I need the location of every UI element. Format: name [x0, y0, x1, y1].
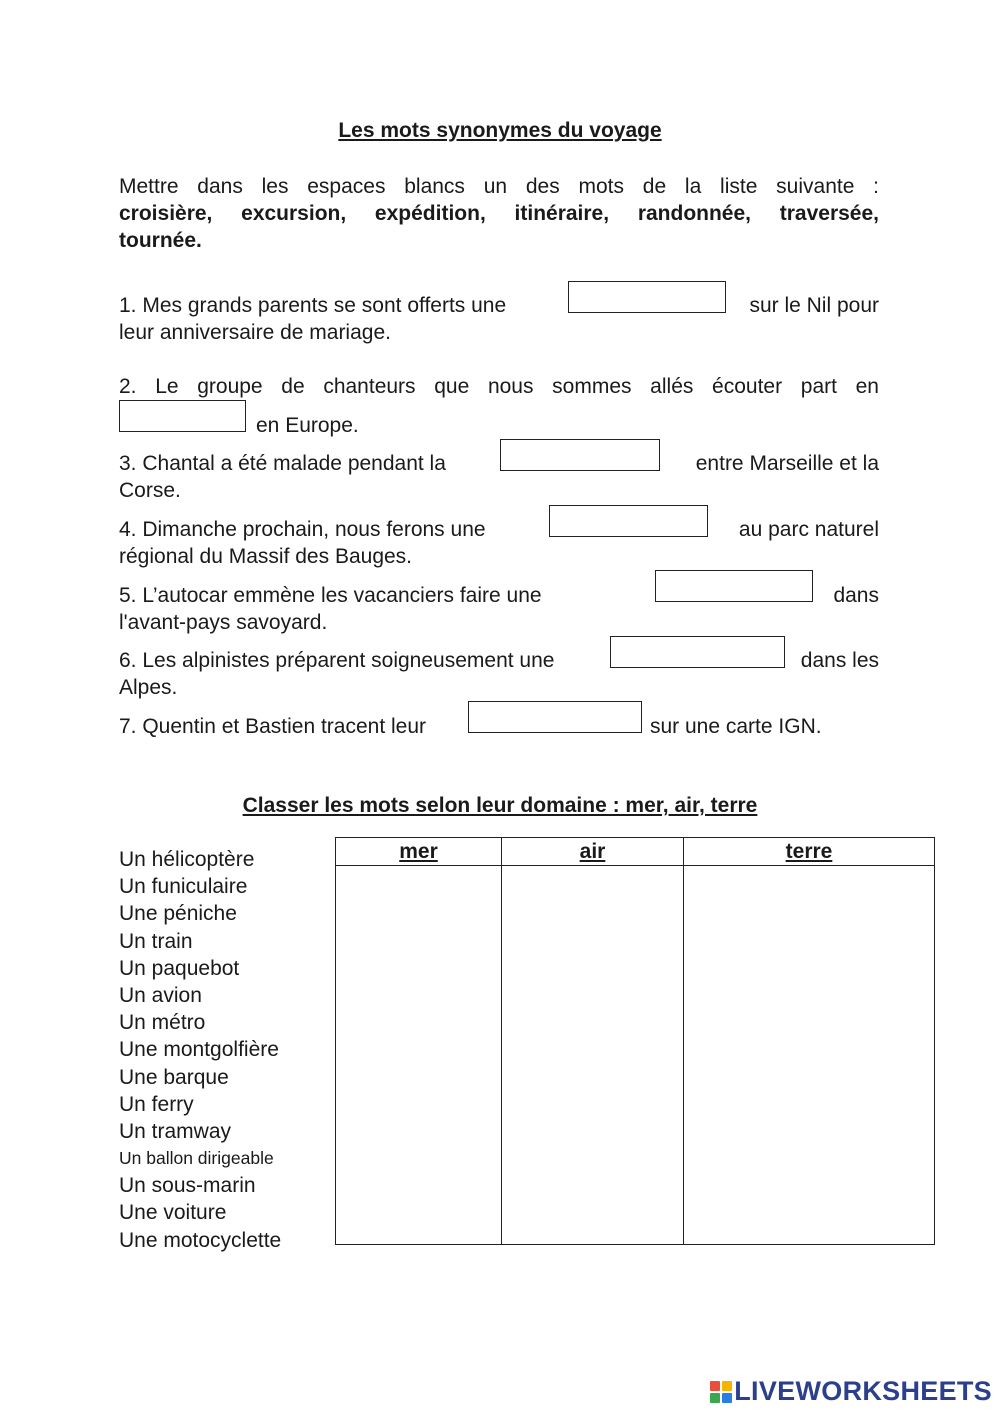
word-list-line: tournée.: [119, 229, 202, 252]
answer-box-3[interactable]: [500, 439, 660, 471]
column-header-terre: terre: [684, 838, 935, 866]
sentence-4-part-a: 4. Dimanche prochain, nous ferons une: [119, 518, 486, 541]
vehicle-word[interactable]: Un funiculaire: [119, 875, 248, 899]
drop-zone-air[interactable]: [502, 866, 684, 1245]
logo-mark-square: [722, 1393, 732, 1403]
sentence-6-part-b: dans les: [800, 649, 879, 672]
column-header-air: air: [502, 838, 684, 866]
vehicle-word[interactable]: Une péniche: [119, 902, 237, 926]
vehicle-word[interactable]: Une barque: [119, 1065, 229, 1089]
vehicle-word[interactable]: Une montgolfière: [119, 1038, 279, 1062]
sentence-5-part-b: dans: [833, 584, 879, 607]
sentence-5-part-a: 5. L’autocar emmène les vacanciers faire une: [119, 584, 542, 607]
sentence-3-part-c: Corse.: [119, 479, 181, 502]
instructions-word-list: [119, 200, 879, 254]
logo-mark-square: [710, 1381, 720, 1391]
vehicle-word[interactable]: Un ferry: [119, 1092, 194, 1116]
answer-box-4[interactable]: [549, 505, 708, 537]
sentence-1-part-a: 1. Mes grands parents se sont offerts une: [119, 294, 507, 317]
sentence-5-part-c: l'avant-pays savoyard.: [119, 611, 328, 634]
sentence-3-part-a: 3. Chantal a été malade pendant la: [119, 452, 446, 475]
column-header-mer: mer: [336, 838, 502, 866]
sentence-1-part-b: sur le Nil pour: [749, 294, 879, 317]
answer-box-7[interactable]: [468, 701, 642, 733]
sentence-2-part-a: 2. Le groupe de chanteurs que nous sommes allés écouter part en: [119, 375, 879, 398]
page-title: Les mots synonymes du voyage: [338, 119, 662, 142]
word-list-line: croisière, excursion, expédition, itinéraire, randonnée, traversée,: [119, 202, 879, 225]
sentence-4-part-b: au parc naturel: [738, 518, 879, 541]
classification-title: Classer les mots selon leur domaine : mer, air, terre: [242, 794, 758, 817]
instructions-intro: Mettre dans les espaces blancs un des mots de la liste suivante :: [119, 175, 879, 198]
logo-mark-square: [722, 1381, 732, 1391]
vehicle-word-list: [119, 846, 281, 1254]
answer-box-5[interactable]: [655, 570, 813, 602]
answer-box-1[interactable]: [568, 281, 726, 313]
drop-zone-mer[interactable]: [336, 866, 502, 1245]
vehicle-word[interactable]: Un avion: [119, 983, 202, 1007]
sentence-6-part-a: 6. Les alpinistes préparent soigneusement une: [119, 649, 555, 672]
sentence-3-part-b: entre Marseille et la: [695, 452, 879, 475]
logo-text: LIVEWORKSHEETS: [734, 1376, 992, 1406]
vehicle-word[interactable]: Un métro: [119, 1011, 206, 1035]
vehicle-word[interactable]: Un ballon dirigeable: [119, 1148, 274, 1169]
classification-table: [335, 837, 935, 1245]
vehicle-word[interactable]: Une motocyclette: [119, 1228, 282, 1252]
vehicle-word[interactable]: Un train: [119, 929, 193, 953]
logo-mark-square: [710, 1393, 720, 1403]
sentence-4-part-c: régional du Massif des Bauges.: [119, 545, 413, 568]
answer-box-2[interactable]: [119, 400, 246, 432]
vehicle-word[interactable]: Un sous-marin: [119, 1174, 256, 1198]
sentence-1-part-c: leur anniversaire de mariage.: [119, 321, 391, 344]
vehicle-word[interactable]: Une voiture: [119, 1201, 227, 1225]
vehicle-word[interactable]: Un paquebot: [119, 956, 240, 980]
answer-box-6[interactable]: [610, 636, 785, 668]
sentence-7-part-b: sur une carte IGN.: [650, 715, 822, 738]
liveworksheets-logo: [710, 1376, 992, 1407]
logo-mark-icon: [710, 1381, 732, 1403]
sentence-2-part-b: en Europe.: [256, 414, 359, 437]
sentence-7-part-a: 7. Quentin et Bastien tracent leur: [119, 715, 427, 738]
vehicle-word[interactable]: Un tramway: [119, 1119, 232, 1143]
sentence-6-part-c: Alpes.: [119, 676, 178, 699]
drop-zone-terre[interactable]: [684, 866, 935, 1245]
vehicle-word[interactable]: Un hélicoptère: [119, 848, 255, 871]
